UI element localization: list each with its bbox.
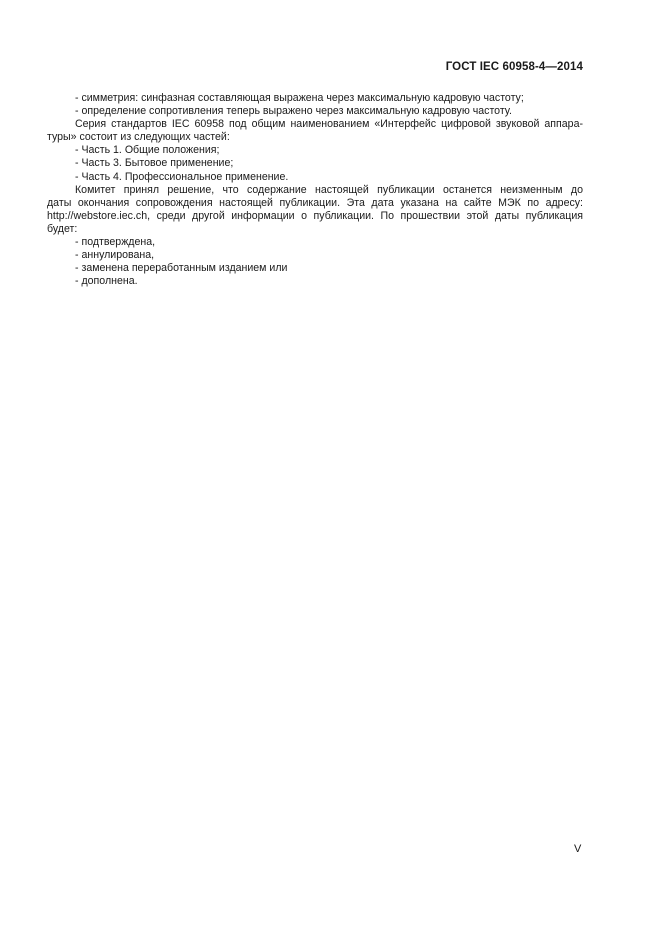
list-item-replaced: - заменена переработанным изданием или <box>75 262 288 275</box>
paragraph-series-line-2: туры» состоит из следующих частей: <box>47 131 230 144</box>
paragraph-committee-line-4: будет: <box>47 222 78 235</box>
list-item-part-4: - Часть 4. Профессиональное применение. <box>75 170 289 183</box>
page-number: V <box>574 843 582 855</box>
paragraph-series-line-1: Серия стандартов IEC 60958 под общим наименованием «Интерфейс цифровой звуковой аппара- <box>75 118 583 131</box>
list-item-part-1: - Часть 1. Общие положения; <box>75 144 220 157</box>
list-item-part-3: - Часть 3. Бытовое применение; <box>75 157 234 170</box>
list-item-amended: - дополнена. <box>75 275 138 288</box>
list-item-symmetry: - симметрия: синфазная составляющая выражена через максимальную кадровую частоту; <box>75 92 524 104</box>
list-item-confirmed: - подтверждена, <box>75 236 156 249</box>
list-item-impedance: - определение сопротивления теперь выражено через максимальную кадровую частоту. <box>75 105 512 118</box>
paragraph-committee-line-2: даты окончания сопровождения настоящей публикации. Эта дата указана на сайте МЭК по адресу: <box>47 196 583 209</box>
list-item-withdrawn: - аннулирована, <box>75 249 155 262</box>
paragraph-committee-line-1: Комитет принял решение, что содержание настоящей публикации останется неизменным до <box>75 183 583 196</box>
document-body <box>47 92 583 288</box>
paragraph-committee-line-3: http://webstore.iec.ch, среди другой информации о публикации. По прошествии этой даты публикация <box>47 209 583 222</box>
standard-code-header: ГОСТ IEC 60958-4—2014 <box>445 61 583 73</box>
